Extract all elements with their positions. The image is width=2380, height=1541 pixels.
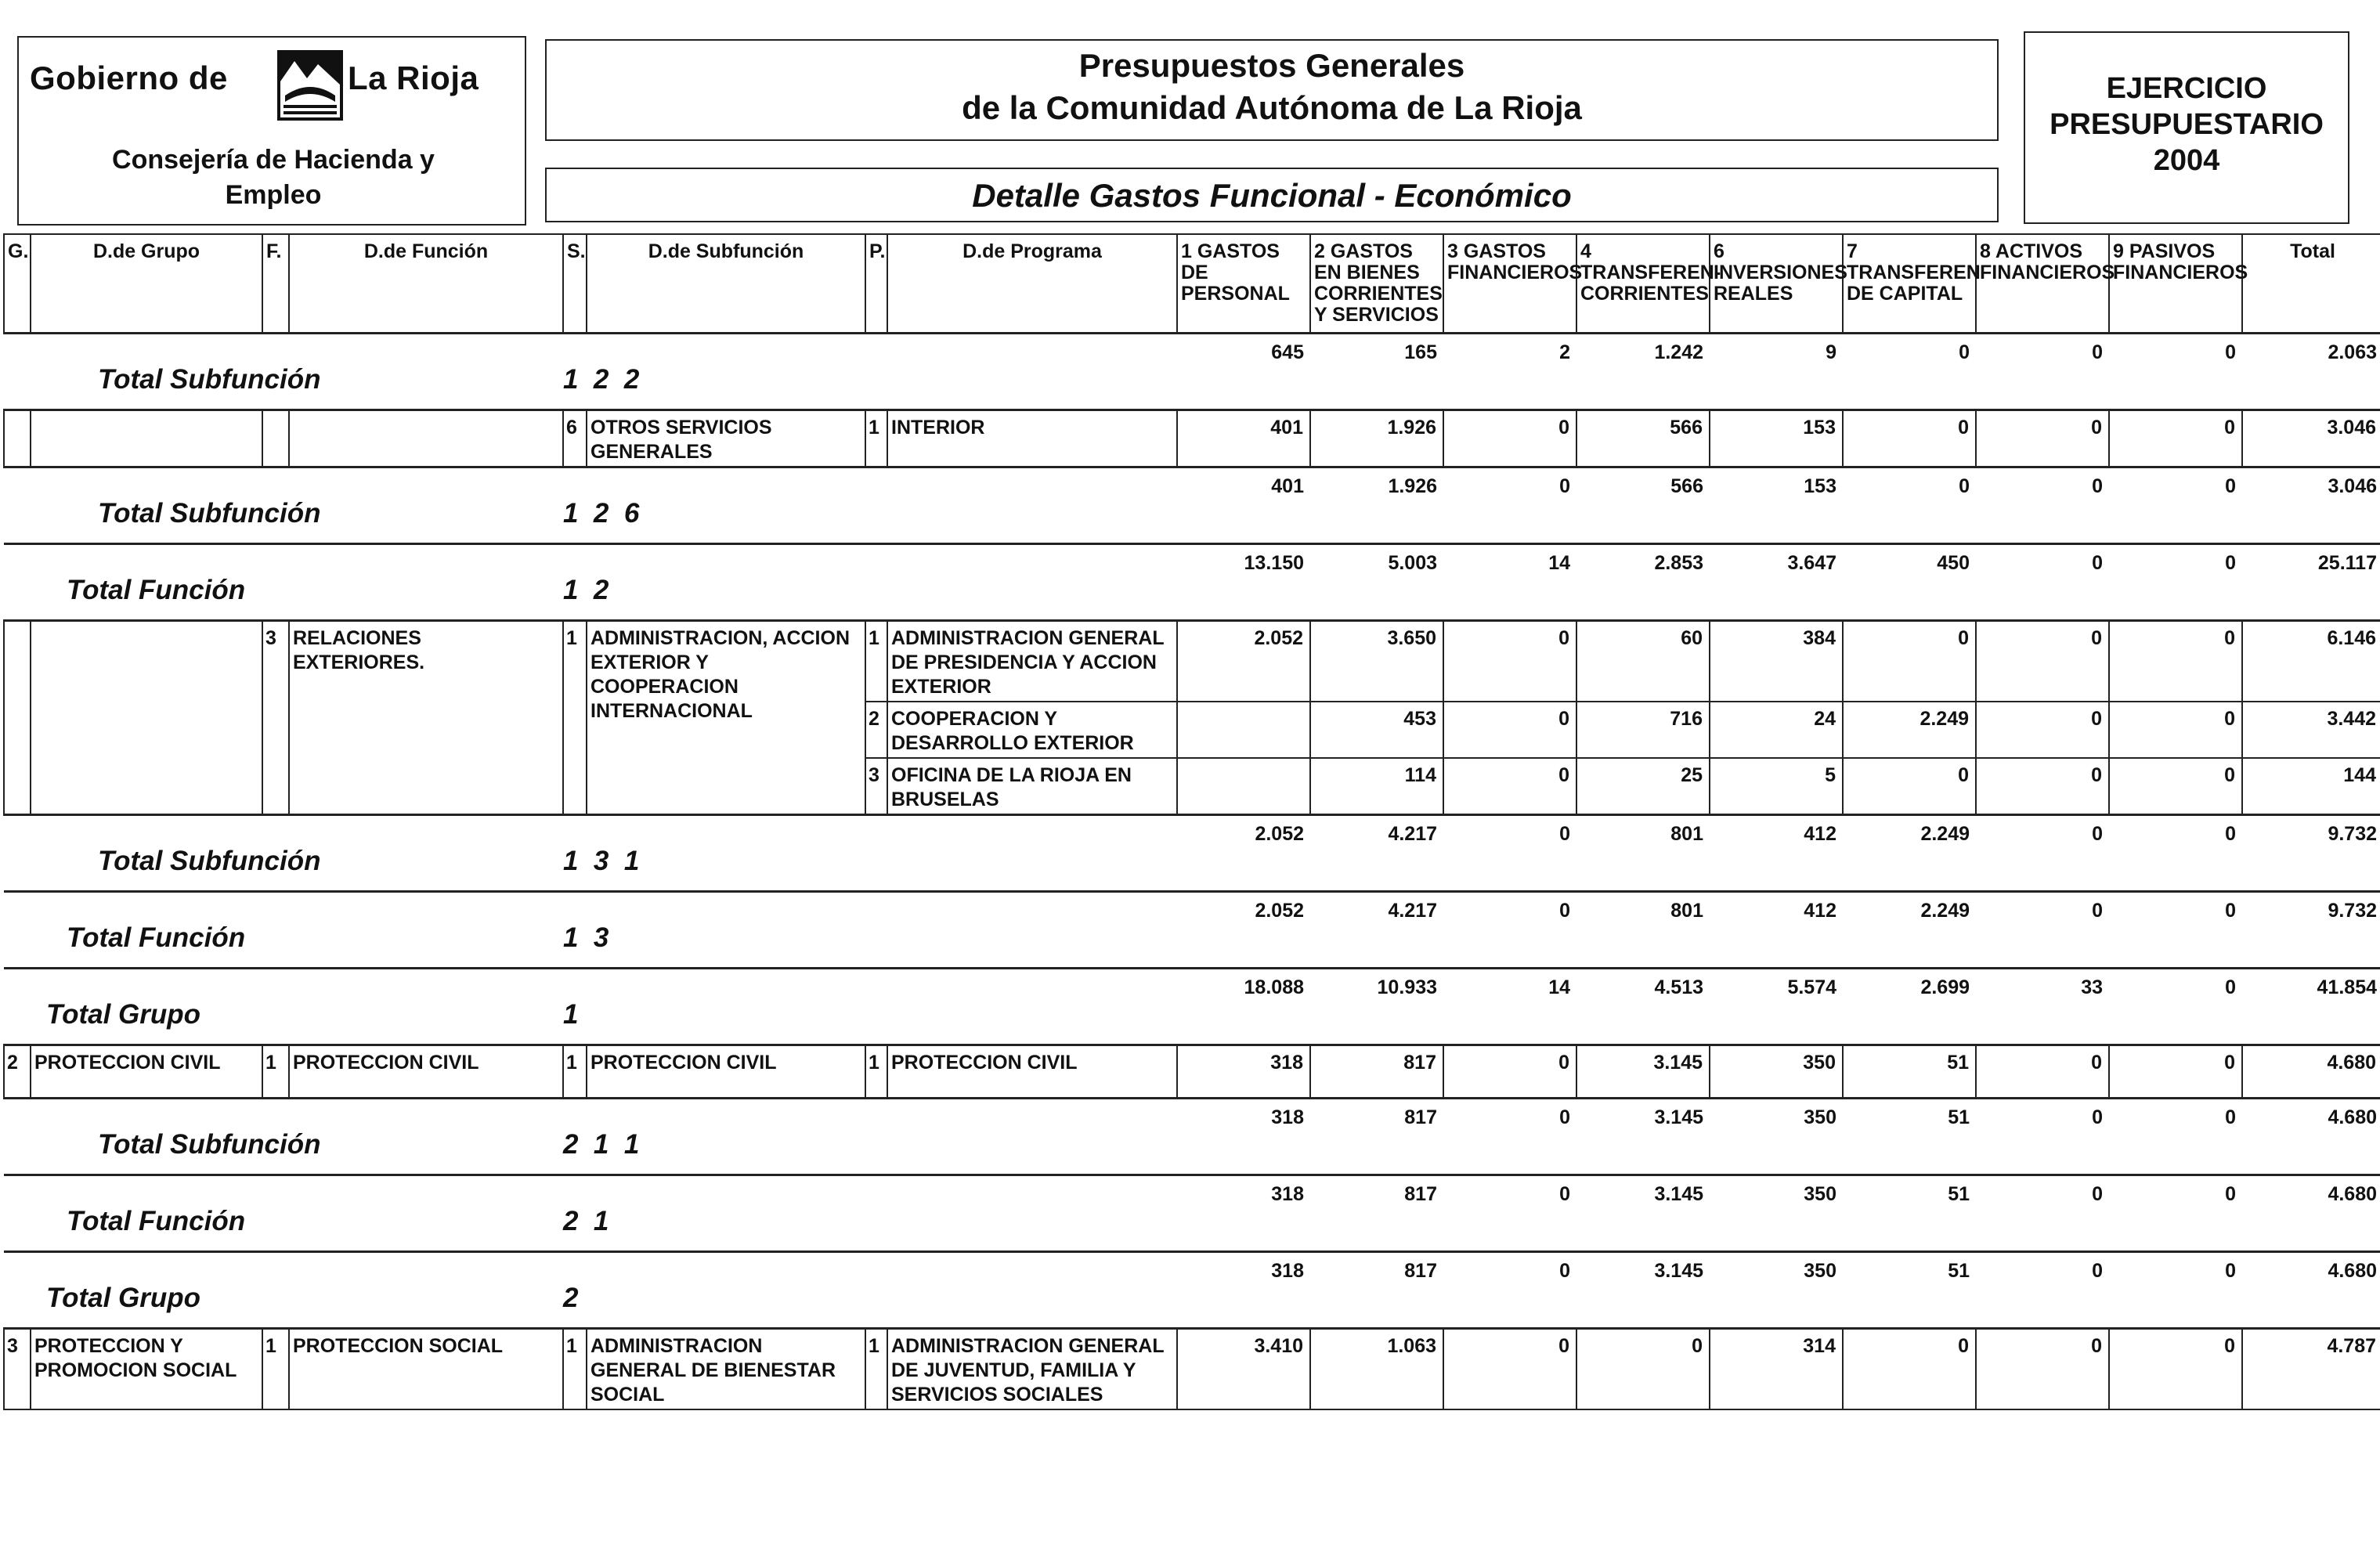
total-value-cell: 4.787: [2242, 1329, 2380, 1410]
government-prefix: Gobierno de: [30, 60, 228, 96]
value-cell: 51: [1843, 1045, 1976, 1099]
value-cell: 0: [2109, 702, 2242, 758]
value-cell: 4.513: [1576, 969, 1710, 1045]
value-cell: 801: [1576, 815, 1710, 892]
col-header-p: P.: [865, 234, 887, 334]
total-row: [4, 467, 2380, 544]
value-cell: 3.647: [1710, 544, 1843, 621]
programa-name-cell: OFICINA DE LA RIOJA EN BRUSELAS: [887, 758, 1177, 815]
value-cell: 0: [1976, 758, 2109, 815]
programa-code-cell: 1: [865, 1045, 887, 1099]
value-cell: 1.242: [1576, 334, 1710, 410]
value-cell: 0: [1976, 1099, 2109, 1175]
value-cell: 0: [1843, 467, 1976, 544]
budget-table: [3, 233, 2380, 1410]
funcion-name-cell: RELACIONES EXTERIORES.: [289, 621, 563, 815]
total-code: 1: [563, 999, 579, 1030]
value-cell: 0: [2109, 1099, 2242, 1175]
detail-row: [4, 410, 2380, 467]
subtitle-box: [545, 168, 1999, 222]
col-header-pasivos-financieros: 9 PASIVOS FINANCIEROS: [2109, 234, 2242, 334]
value-cell: 1.926: [1310, 410, 1443, 467]
value-cell: 817: [1310, 1175, 1443, 1252]
value-cell: 2.249: [1843, 815, 1976, 892]
value-cell: 645: [1177, 334, 1310, 410]
programa-name-cell: ADMINISTRACION GENERAL DE JUVENTUD, FAMILIA Y SERVICIOS SOCIALES: [887, 1329, 1177, 1410]
value-cell: 0: [2109, 815, 2242, 892]
value-cell: 0: [1443, 702, 1576, 758]
col-header-funcion: D.de Función: [289, 234, 563, 334]
col-header-gastos-personal: 1 GASTOS DE PERSONAL: [1177, 234, 1310, 334]
value-cell: 0: [1443, 1252, 1576, 1329]
title-line-2: de la Comunidad Autónoma de La Rioja: [962, 89, 1582, 126]
value-cell: 3.410: [1177, 1329, 1310, 1410]
document-subtitle: Detalle Gastos Funcional - Económico: [972, 177, 1572, 214]
value-cell: 0: [1443, 892, 1576, 969]
value-cell: 0: [1976, 621, 2109, 702]
value-cell: 60: [1576, 621, 1710, 702]
col-header-grupo: D.de Grupo: [31, 234, 262, 334]
funcion-code-cell: [262, 410, 289, 467]
programa-code-cell: 1: [865, 621, 887, 702]
grupo-code-cell: [4, 621, 31, 815]
total-value-cell: 4.680: [2242, 1099, 2380, 1175]
total-row: [4, 969, 2380, 1045]
total-value-cell: 3.046: [2242, 467, 2380, 544]
value-cell: 0: [1443, 621, 1576, 702]
value-cell: 0: [1843, 410, 1976, 467]
value-cell: 114: [1310, 758, 1443, 815]
value-cell: 0: [1443, 815, 1576, 892]
col-header-activos-financieros: 8 ACTIVOS FINANCIEROS: [1976, 234, 2109, 334]
value-cell: 2.249: [1843, 892, 1976, 969]
value-cell: 817: [1310, 1045, 1443, 1099]
value-cell: 0: [1976, 467, 2109, 544]
value-cell: 3.145: [1576, 1099, 1710, 1175]
value-cell: 0: [1443, 467, 1576, 544]
value-cell: 0: [2109, 1329, 2242, 1410]
value-cell: 450: [1843, 544, 1976, 621]
value-cell: 0: [1443, 1175, 1576, 1252]
consejeria-line-2: Empleo: [225, 180, 322, 210]
programa-code-cell: 2: [865, 702, 887, 758]
grupo-code-cell: 3: [4, 1329, 31, 1410]
value-cell: 0: [2109, 758, 2242, 815]
total-value-cell: 4.680: [2242, 1252, 2380, 1329]
total-value-cell: 4.680: [2242, 1045, 2380, 1099]
total-label: Total Subfunción: [98, 364, 321, 395]
total-value-cell: 25.117: [2242, 544, 2380, 621]
value-cell: 2.249: [1843, 702, 1976, 758]
programa-name-cell: INTERIOR: [887, 410, 1177, 467]
value-cell: 412: [1710, 815, 1843, 892]
subfuncion-code-cell: 1: [563, 1045, 587, 1099]
value-cell: 801: [1576, 892, 1710, 969]
value-cell: 0: [1976, 815, 2109, 892]
total-code: 1 2: [563, 575, 609, 605]
value-cell: 0: [1443, 1329, 1576, 1410]
value-cell: 51: [1843, 1175, 1976, 1252]
subfuncion-name-cell: OTROS SERVICIOS GENERALES: [587, 410, 865, 467]
total-row: [4, 815, 2380, 892]
value-cell: 817: [1310, 1099, 1443, 1175]
total-label: Total Subfunción: [98, 846, 321, 876]
value-cell: 0: [1976, 892, 2109, 969]
total-code: 1 2 6: [563, 498, 640, 529]
value-cell: 0: [1843, 334, 1976, 410]
value-cell: 3.145: [1576, 1045, 1710, 1099]
total-code: 2 1: [563, 1206, 609, 1236]
value-cell: 0: [2109, 969, 2242, 1045]
value-cell: 3.650: [1310, 621, 1443, 702]
consejeria-line-1: Consejería de Hacienda y: [112, 145, 435, 175]
value-cell: 1.063: [1310, 1329, 1443, 1410]
fiscal-year-label-1: EJERCICIO: [2106, 72, 2267, 105]
subfuncion-code-cell: 1: [563, 1329, 587, 1410]
value-cell: 5.574: [1710, 969, 1843, 1045]
value-cell: 0: [1576, 1329, 1710, 1410]
value-cell: 0: [1976, 702, 2109, 758]
value-cell: 2.699: [1843, 969, 1976, 1045]
grupo-code-cell: 2: [4, 1045, 31, 1099]
total-row: [4, 892, 2380, 969]
value-cell: 566: [1576, 467, 1710, 544]
total-code: 1 3 1: [563, 846, 640, 876]
value-cell: 2.052: [1177, 621, 1310, 702]
value-cell: 318: [1177, 1045, 1310, 1099]
total-label: Total Subfunción: [98, 498, 321, 529]
value-cell: 0: [2109, 334, 2242, 410]
value-cell: [1177, 702, 1310, 758]
total-value-cell: 41.854: [2242, 969, 2380, 1045]
value-cell: 453: [1310, 702, 1443, 758]
value-cell: 5.003: [1310, 544, 1443, 621]
value-cell: 412: [1710, 892, 1843, 969]
funcion-code-cell: 3: [262, 621, 289, 815]
value-cell: 10.933: [1310, 969, 1443, 1045]
value-cell: 0: [2109, 1175, 2242, 1252]
value-cell: 153: [1710, 467, 1843, 544]
grupo-name-cell: PROTECCION Y PROMOCION SOCIAL: [31, 1329, 262, 1410]
funcion-name-cell: PROTECCION SOCIAL: [289, 1329, 563, 1410]
subfuncion-name-cell: ADMINISTRACION GENERAL DE BIENESTAR SOCIAL: [587, 1329, 865, 1410]
value-cell: 384: [1710, 621, 1843, 702]
value-cell: 51: [1843, 1099, 1976, 1175]
value-cell: 0: [2109, 410, 2242, 467]
value-cell: 0: [1976, 410, 2109, 467]
value-cell: 0: [2109, 467, 2242, 544]
col-header-bienes-corrientes: 2 GASTOS EN BIENES CORRIENTES Y SERVICIOS: [1310, 234, 1443, 334]
value-cell: 165: [1310, 334, 1443, 410]
value-cell: 2: [1443, 334, 1576, 410]
value-cell: 153: [1710, 410, 1843, 467]
funcion-code-cell: 1: [262, 1045, 289, 1099]
value-cell: 0: [1443, 758, 1576, 815]
grupo-name-cell: [31, 410, 262, 467]
government-header-box: [17, 36, 526, 226]
value-cell: 0: [1976, 544, 2109, 621]
value-cell: 350: [1710, 1252, 1843, 1329]
value-cell: 0: [1443, 1045, 1576, 1099]
col-header-total: Total: [2242, 234, 2380, 334]
value-cell: 350: [1710, 1175, 1843, 1252]
programa-code-cell: 1: [865, 1329, 887, 1410]
value-cell: 0: [2109, 892, 2242, 969]
value-cell: 401: [1177, 410, 1310, 467]
total-row: [4, 1175, 2380, 1252]
col-header-g: G.: [4, 234, 31, 334]
consejeria-label: [19, 143, 528, 213]
total-code: 1 2 2: [563, 364, 640, 395]
fiscal-year-box: [2024, 31, 2349, 224]
value-cell: 33: [1976, 969, 2109, 1045]
funcion-code-cell: 1: [262, 1329, 289, 1410]
col-header-transf-corrientes: 4 TRANSFEREN- CORRIENTES: [1576, 234, 1710, 334]
value-cell: 401: [1177, 467, 1310, 544]
programa-code-cell: 1: [865, 410, 887, 467]
value-cell: 817: [1310, 1252, 1443, 1329]
value-cell: [1177, 758, 1310, 815]
la-rioja-crest-icon: [277, 50, 343, 121]
value-cell: 0: [1443, 1099, 1576, 1175]
value-cell: 3.145: [1576, 1252, 1710, 1329]
title-box: [545, 39, 1999, 141]
value-cell: 0: [1976, 1329, 2109, 1410]
value-cell: 3.145: [1576, 1175, 1710, 1252]
total-value-cell: 3.046: [2242, 410, 2380, 467]
total-code: 2: [563, 1283, 579, 1313]
budget-table-wrapper: [3, 233, 2375, 1410]
funcion-name-cell: [289, 410, 563, 467]
col-header-gastos-financieros: 3 GASTOS FINANCIEROS: [1443, 234, 1576, 334]
total-row: [4, 1252, 2380, 1329]
value-cell: 0: [2109, 1252, 2242, 1329]
value-cell: 0: [1976, 1175, 2109, 1252]
value-cell: 0: [1976, 334, 2109, 410]
total-code: 1 3: [563, 922, 609, 953]
value-cell: 318: [1177, 1175, 1310, 1252]
grupo-code-cell: [4, 410, 31, 467]
subfuncion-name-cell: PROTECCION CIVIL: [587, 1045, 865, 1099]
grupo-name-cell: PROTECCION CIVIL: [31, 1045, 262, 1099]
value-cell: 566: [1576, 410, 1710, 467]
fiscal-year-label-2: PRESUPUESTARIO: [2050, 108, 2324, 141]
col-header-subfuncion: D.de Subfunción: [587, 234, 865, 334]
total-row: [4, 334, 2380, 410]
value-cell: 5: [1710, 758, 1843, 815]
total-label: Total Subfunción: [98, 1129, 321, 1160]
value-cell: 4.217: [1310, 815, 1443, 892]
value-cell: 2.853: [1576, 544, 1710, 621]
programa-code-cell: 3: [865, 758, 887, 815]
value-cell: 318: [1177, 1252, 1310, 1329]
value-cell: 0: [1976, 1045, 2109, 1099]
government-name: La Rioja: [348, 60, 479, 96]
value-cell: 350: [1710, 1099, 1843, 1175]
value-cell: 0: [1976, 1252, 2109, 1329]
total-code: 2 1 1: [563, 1129, 640, 1160]
total-label: Total Grupo: [46, 1283, 201, 1313]
subfuncion-name-cell: ADMINISTRACION, ACCION EXTERIOR Y COOPERACION INTERNACIONAL: [587, 621, 865, 815]
value-cell: 13.150: [1177, 544, 1310, 621]
total-label: Total Función: [67, 922, 246, 953]
value-cell: 318: [1177, 1099, 1310, 1175]
total-value-cell: 3.442: [2242, 702, 2380, 758]
detail-row: [4, 621, 2380, 702]
programa-name-cell: COOPERACION Y DESARROLLO EXTERIOR: [887, 702, 1177, 758]
detail-row: [4, 1329, 2380, 1410]
value-cell: 0: [1843, 758, 1976, 815]
col-header-transf-capital: 7 TRANSFEREN DE CAPITAL: [1843, 234, 1976, 334]
value-cell: 2.052: [1177, 892, 1310, 969]
total-label: Total Función: [67, 575, 246, 605]
value-cell: 0: [2109, 1045, 2242, 1099]
value-cell: 350: [1710, 1045, 1843, 1099]
value-cell: 25: [1576, 758, 1710, 815]
total-value-cell: 9.732: [2242, 815, 2380, 892]
fiscal-year-value: 2004: [2153, 144, 2220, 177]
programa-name-cell: ADMINISTRACION GENERAL DE PRESIDENCIA Y ACCION EXTERIOR: [887, 621, 1177, 702]
col-header-s: S.: [563, 234, 587, 334]
value-cell: 51: [1843, 1252, 1976, 1329]
col-header-programa: D.de Programa: [887, 234, 1177, 334]
total-row: [4, 1099, 2380, 1175]
total-value-cell: 144: [2242, 758, 2380, 815]
detail-row: [4, 1045, 2380, 1099]
col-header-f: F.: [262, 234, 289, 334]
value-cell: 2.052: [1177, 815, 1310, 892]
total-value-cell: 6.146: [2242, 621, 2380, 702]
value-cell: 314: [1710, 1329, 1843, 1410]
value-cell: 24: [1710, 702, 1843, 758]
funcion-name-cell: PROTECCION CIVIL: [289, 1045, 563, 1099]
value-cell: 14: [1443, 969, 1576, 1045]
value-cell: 0: [2109, 544, 2242, 621]
grupo-name-cell: [31, 621, 262, 815]
value-cell: 18.088: [1177, 969, 1310, 1045]
value-cell: 0: [1443, 410, 1576, 467]
subfuncion-code-cell: 1: [563, 621, 587, 815]
total-value-cell: 4.680: [2242, 1175, 2380, 1252]
title-line-1: Presupuestos Generales: [1078, 47, 1465, 84]
total-value-cell: 9.732: [2242, 892, 2380, 969]
col-header-inversiones-reales: 6 INVERSIONES REALES: [1710, 234, 1843, 334]
programa-name-cell: PROTECCION CIVIL: [887, 1045, 1177, 1099]
value-cell: 0: [1843, 621, 1976, 702]
total-row: [4, 544, 2380, 621]
total-label: Total Función: [67, 1206, 246, 1236]
value-cell: 0: [1843, 1329, 1976, 1410]
value-cell: 9: [1710, 334, 1843, 410]
total-value-cell: 2.063: [2242, 334, 2380, 410]
value-cell: 716: [1576, 702, 1710, 758]
value-cell: 0: [2109, 621, 2242, 702]
value-cell: 14: [1443, 544, 1576, 621]
subfuncion-code-cell: 6: [563, 410, 587, 467]
total-label: Total Grupo: [46, 999, 201, 1030]
value-cell: 1.926: [1310, 467, 1443, 544]
value-cell: 4.217: [1310, 892, 1443, 969]
table-header-row: [4, 234, 2380, 334]
